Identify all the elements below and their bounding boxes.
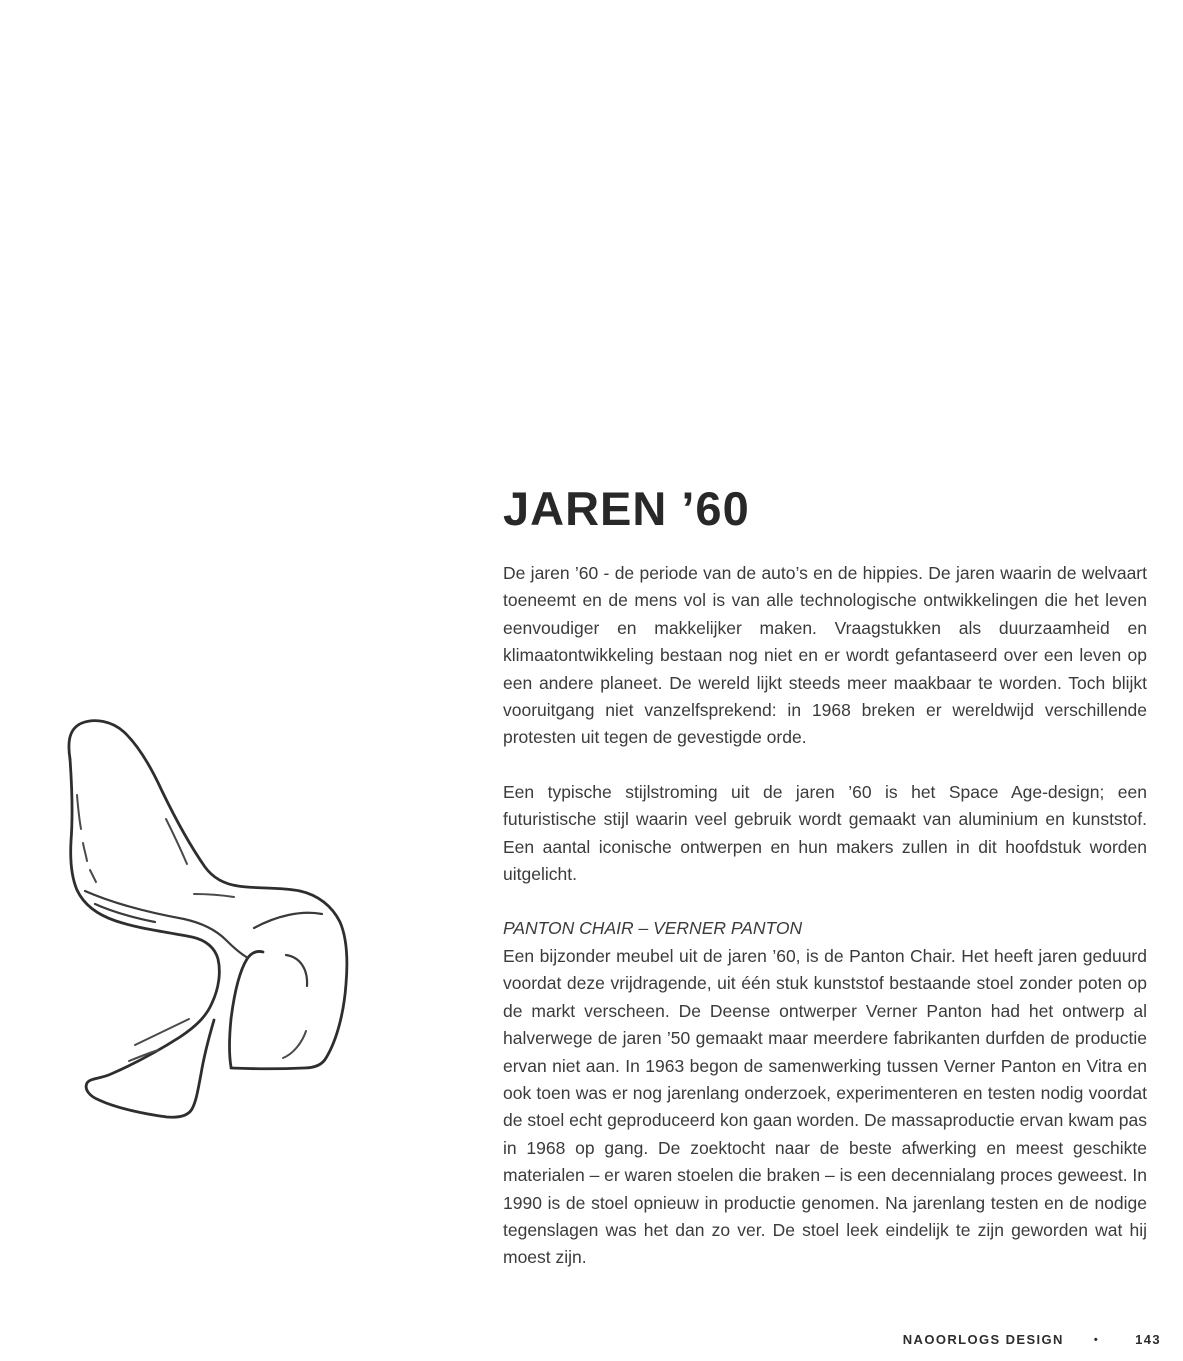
page-footer bbox=[903, 1332, 1161, 1347]
page-title: JAREN ’60 bbox=[503, 482, 750, 535]
footer-book-title: NAOORLOGS DESIGN bbox=[902, 1332, 1064, 1347]
panton-chair-sketch-icon bbox=[55, 706, 355, 1138]
footer-separator-dot: • bbox=[1093, 1333, 1100, 1346]
footer-page-number: 143 bbox=[1135, 1332, 1161, 1347]
intro-paragraph-1: De jaren ’60 - de periode van de auto’s en de hippies. De jaren waarin de welvaart toeneemt en de mens vol is van alle technologische ontwikkelingen die het leven eenvoudiger en makkelijker maken. Vraagstukken als duurzaamheid en klimaatontwikkeling bestaan nog niet en er wordt gefantaseerd over een leven op een andere planeet. De wereld lijkt steeds meer maakbaar te worden. Toch blijkt vooruitgang niet vanzelfsprekend: in 1968 breken er wereldwijd verschillende protesten uit tegen de gevestigde orde. bbox=[503, 563, 1147, 748]
text-column bbox=[503, 484, 1147, 1299]
section-body-paragraph: Een bijzonder meubel uit de jaren ’60, is de Panton Chair. Het heeft jaren geduurd voordat deze vrijdragende, uit één stuk kunststof bestaande stoel zonder poten op de markt verscheen. De Deense ontwerper Verner Panton had het ontwerp al halverwege de jaren ’50 gemaakt maar meerdere fabrikanten durfden de productie ervan niet aan. In 1963 begon de samenwerking tussen Verner Panton en Vitra en ook toen was er nog jarenlang onderzoek, experimenteren en testen nodig voordat de stoel echt geproduceerd kon gaan worden. De massaproductie ervan kwam pas in 1968 op gang. De zoektocht naar de beste afwerking en meest geschikte materialen – er waren stoelen die braken – is een decennialang proces geweest. In 1990 is de stoel opnieuw in productie genomen. Na jarenlang testen en de nodige tegenslagen was het dan zo ver. De stoel leek eindelijk te zijn geworden wat hij moest zijn. bbox=[503, 945, 1148, 1268]
intro-paragraph-2: Een typische stijlstroming uit de jaren ’60 is het Space Age-design; een futuristische stijl waarin veel gebruik wordt gemaakt van aluminium en kunststof. Een aantal iconische ontwerpen en hun makers zullen in dit hoofdstuk worden uitgelicht. bbox=[503, 781, 1147, 885]
panton-chair-illustration bbox=[55, 706, 355, 1138]
section-heading-panton-chair: PANTON CHAIR – VERNER PANTON bbox=[503, 918, 803, 939]
